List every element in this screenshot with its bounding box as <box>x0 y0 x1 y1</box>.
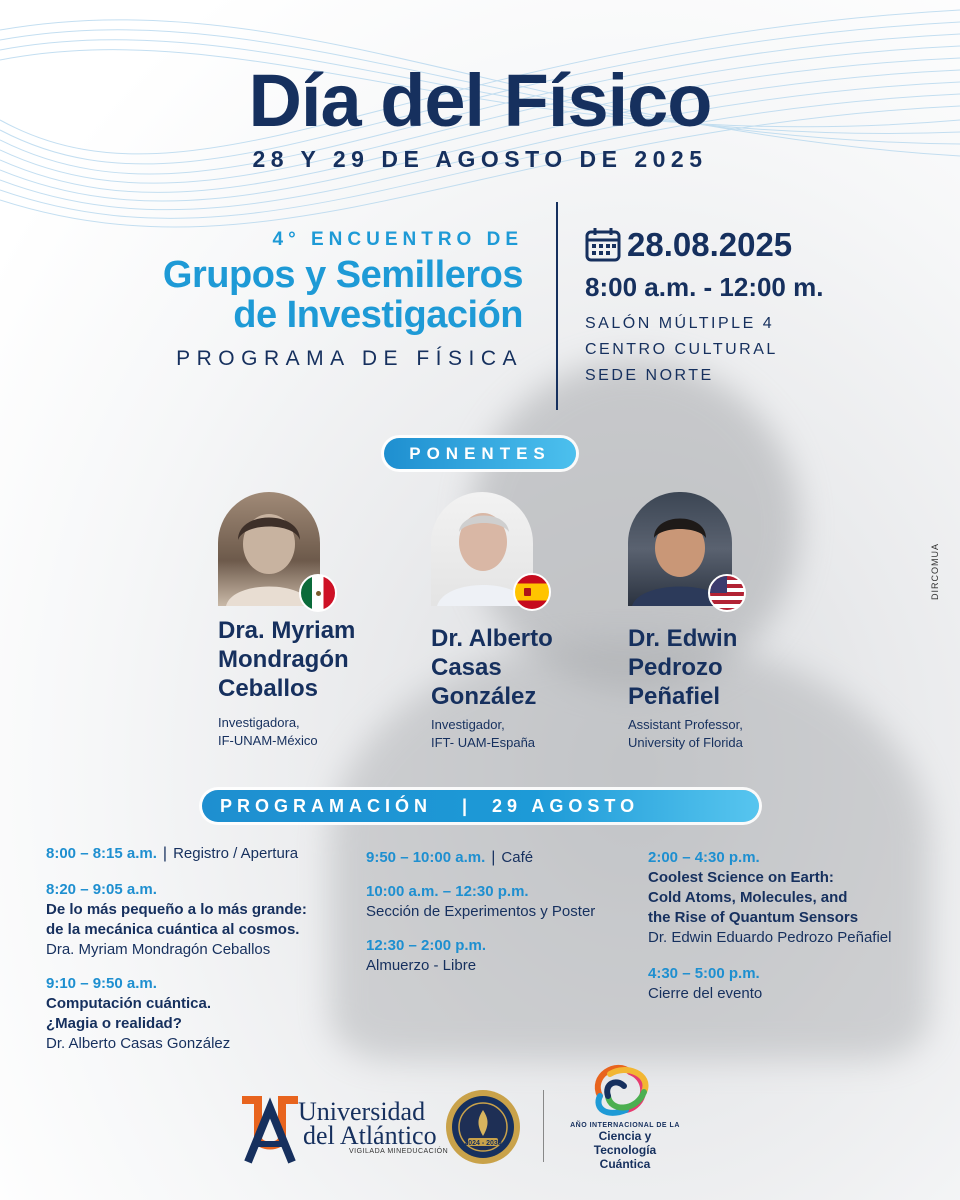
schedule-time: 8:20 – 9:05 a.m. <box>46 881 157 898</box>
schedule-activity: Almuerzo - Libre <box>366 957 477 974</box>
event-hours: 8:00 a.m. - 12:00 m. <box>585 272 824 302</box>
schedule-speaker: Dr. Edwin Eduardo Pedrozo Peñafiel <box>648 929 892 946</box>
event-date <box>585 226 823 264</box>
mexico-flag-icon <box>299 574 337 612</box>
schedule-time: 9:50 – 10:00 a.m. <box>366 849 486 866</box>
university-name-line: del Atlántico <box>303 1121 437 1150</box>
university-logo-icon <box>238 1094 302 1164</box>
schedule-time: 8:00 – 8:15 a.m. <box>46 845 157 862</box>
speaker-name <box>431 624 631 711</box>
programacion-separator: | <box>462 796 473 816</box>
schedule-item <box>366 936 636 976</box>
university-name <box>298 1097 437 1150</box>
quantum-year-text <box>566 1122 684 1171</box>
speaker-name-line: Dr. Alberto <box>431 625 553 652</box>
usa-flag-icon <box>708 574 746 612</box>
speaker-role <box>218 714 418 750</box>
footer-divider <box>543 1090 544 1162</box>
schedule-column-1 <box>46 844 356 1068</box>
spain-flag-icon <box>513 573 551 611</box>
speaker-name-line: González <box>431 683 537 710</box>
quantum-year-line: Cuántica <box>599 1157 651 1171</box>
event-name-line1: Grupos y Semilleros <box>162 254 523 296</box>
event-dates: 28 Y 29 DE AGOSTO DE 2025 <box>252 146 708 172</box>
speaker-role <box>431 716 631 752</box>
speaker-name-line: Pedrozo <box>628 654 723 681</box>
schedule-column-3 <box>648 848 938 1018</box>
speaker-name <box>218 616 418 703</box>
schedule-item <box>648 964 938 1004</box>
speaker-name <box>628 624 828 711</box>
schedule-item <box>46 844 356 864</box>
schedule-item <box>648 848 938 948</box>
schedule-time: 10:00 a.m. – 12:30 p.m. <box>366 883 529 900</box>
quantum-year-small: AÑO INTERNACIONAL DE LA <box>570 1122 680 1129</box>
place-line: CENTRO CULTURAL <box>585 341 778 358</box>
event-name-line2: de Investigación <box>233 294 523 336</box>
vertical-divider <box>556 202 558 410</box>
schedule-item <box>46 974 356 1054</box>
speaker-name-line: Dr. Edwin <box>628 625 738 652</box>
speaker-name-line: Ceballos <box>218 675 319 702</box>
schedule-time: 2:00 – 4:30 p.m. <box>648 849 760 866</box>
schedule-title: Computación cuántica. <box>46 995 212 1012</box>
event-schedule-info <box>585 226 823 389</box>
event-kicker: 4° ENCUENTRO DE <box>272 229 523 250</box>
quantum-year-logo-icon <box>586 1056 660 1122</box>
schedule-item <box>366 848 636 868</box>
schedule-title: ¿Magia o realidad? <box>46 1015 182 1032</box>
university-subtitle: VIGILADA MINEDUCACIÓN <box>349 1148 449 1155</box>
schedule-title: De lo más pequeño a lo más grande: <box>46 901 307 918</box>
speaker-name-line: Peñafiel <box>628 683 721 710</box>
schedule-activity: Café <box>501 849 534 866</box>
speaker-name-line: Mondragón <box>218 646 349 673</box>
seal-years: 2024 - 2030 <box>464 1140 502 1147</box>
quantum-year-line: Ciencia y Tecnología <box>593 1129 657 1157</box>
schedule-title: Cold Atoms, Molecules, and <box>648 889 848 906</box>
accreditation-seal <box>444 1088 522 1166</box>
schedule-speaker: Dr. Alberto Casas González <box>46 1035 231 1052</box>
schedule-title: the Rise of Quantum Sensors <box>648 909 859 926</box>
schedule-time: 9:10 – 9:50 a.m. <box>46 975 157 992</box>
schedule-separator: | <box>491 849 496 866</box>
place-line: SALÓN MÚLTIPLE 4 <box>585 315 775 332</box>
schedule-item <box>46 880 356 960</box>
speaker-name-line: Dra. Myriam <box>218 617 356 644</box>
speaker-role-line: IFT- UAM-España <box>431 735 536 750</box>
event-place <box>585 311 823 389</box>
event-date-text: 28.08.2025 <box>627 226 793 263</box>
speaker-role-line: Investigadora, <box>218 715 300 730</box>
ponentes-heading: PONENTES <box>384 438 576 469</box>
speaker-role-line: University of Florida <box>628 735 743 750</box>
schedule-activity: Registro / Apertura <box>173 845 299 862</box>
schedule-speaker: Dra. Myriam Mondragón Ceballos <box>46 941 271 958</box>
university-name-line: Universidad <box>298 1097 426 1126</box>
poster-title: Día del Físico <box>248 59 712 142</box>
programacion-heading <box>202 790 759 822</box>
speaker-role <box>628 716 828 752</box>
program-name: PROGRAMA DE FÍSICA <box>176 347 523 370</box>
schedule-title: de la mecánica cuántica al cosmos. <box>46 921 300 938</box>
speaker-role-line: Investigador, <box>431 717 505 732</box>
speaker-role-line: Assistant Professor, <box>628 717 743 732</box>
speaker-name-line: Casas <box>431 654 502 681</box>
schedule-title: Coolest Science on Earth: <box>648 869 834 886</box>
programacion-day: 29 AGOSTO <box>492 796 640 816</box>
schedule-column-2 <box>366 848 636 990</box>
event-name <box>23 255 523 335</box>
schedule-time: 12:30 – 2:00 p.m. <box>366 937 487 954</box>
side-credit-tag: DIRCOMUA <box>930 543 940 600</box>
programacion-label: PROGRAMACIÓN <box>220 796 432 816</box>
schedule-item <box>366 882 636 922</box>
place-line: SEDE NORTE <box>585 367 714 384</box>
accreditation-seal-icon <box>444 1088 522 1166</box>
calendar-icon <box>585 227 621 263</box>
schedule-activity: Sección de Experimentos y Poster <box>366 903 596 920</box>
event-info <box>23 229 523 371</box>
schedule-activity: Cierre del evento <box>648 985 763 1002</box>
speaker-role-line: IF-UNAM-México <box>218 733 318 748</box>
schedule-separator: | <box>162 845 168 862</box>
schedule-time: 4:30 – 5:00 p.m. <box>648 965 760 982</box>
